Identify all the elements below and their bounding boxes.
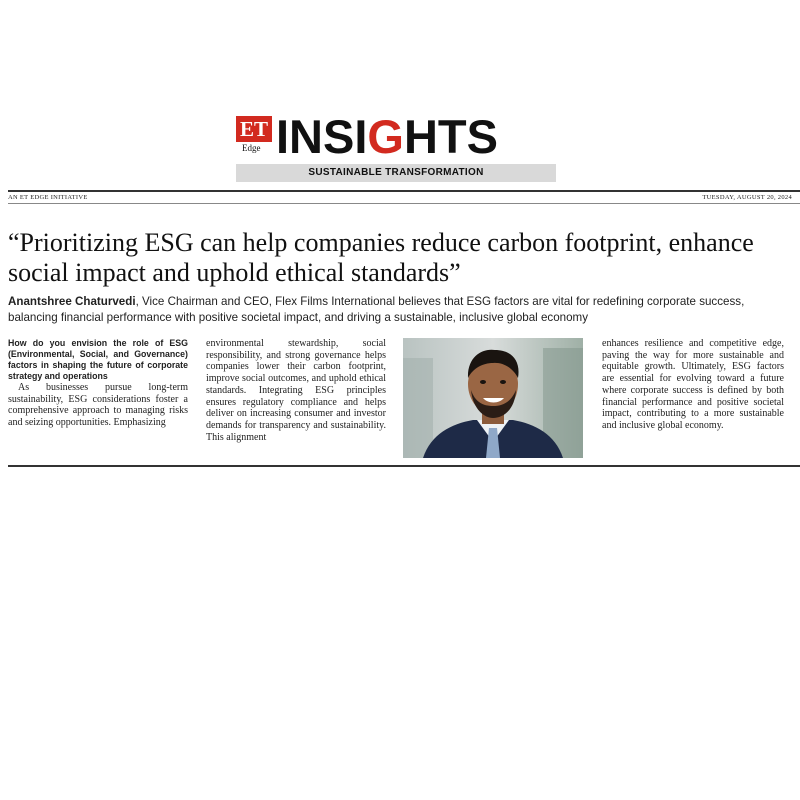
et-logo-sub: Edge (242, 143, 261, 153)
column-4-text: enhances resilience and competitive edge, paving the way for more sustainable and equitable growth. Ultimately, ESG factors are essential for evolving toward a future where corporate success is defined by both financial performance and positive societal impact, contributing to a more sustainable and inclusive global economy. (602, 338, 784, 431)
masthead (236, 112, 556, 184)
initiative-label: AN ET EDGE INITIATIVE (8, 194, 88, 201)
column-2-text: environmental stewardship, social responsibility, and strong governance helps companies lower their carbon footprint, improve social outcomes, and uphold ethical standards. Integrating ESG principles ensures regulatory compliance and helps deliver on increasing consumer and investor demands for transparency and sustainability. This alignment (206, 338, 386, 443)
author-name: Anantshree Chaturvedi (8, 295, 136, 308)
standfirst-text: , Vice Chairman and CEO, Flex Films International believes that ESG factors are vital for redefining corporate success, balancing financial performance with positive societal impact, and driving a sustainable, inclusive global economy (8, 295, 745, 324)
et-logo-box: ET (236, 116, 272, 142)
insights-title (276, 112, 498, 162)
column-1-text: As businesses pursue long-term sustainability, ESG considerations foster a comprehensive approach to managing risks and seizing opportunities. Emphasizing (8, 382, 188, 429)
thin-rule (8, 203, 800, 204)
interview-question: How do you envision the role of ESG (Environmental, Social, and Governance) factors in shaping the future of corporate strategy and operations (8, 338, 188, 381)
article-column-2 (206, 338, 386, 443)
bottom-rule (8, 465, 800, 467)
top-rule (8, 190, 800, 192)
insights-title-part1: INSI (276, 110, 368, 163)
insights-title-part2: HTS (403, 110, 498, 163)
article-column-4 (602, 338, 784, 432)
article-standfirst (8, 294, 794, 325)
article-headline: “Prioritizing ESG can help companies reduce carbon footprint, enhance social impact and uphold ethical standards” (8, 228, 754, 287)
article-column-1 (8, 338, 188, 429)
issue-date: TUESDAY, AUGUST 20, 2024 (702, 194, 792, 201)
section-subtitle-bar: SUSTAINABLE TRANSFORMATION (236, 164, 556, 182)
portrait-illustration (403, 338, 583, 458)
et-edge-logo (236, 116, 272, 160)
portrait-photo (403, 338, 583, 458)
insights-title-g: G (367, 110, 404, 163)
